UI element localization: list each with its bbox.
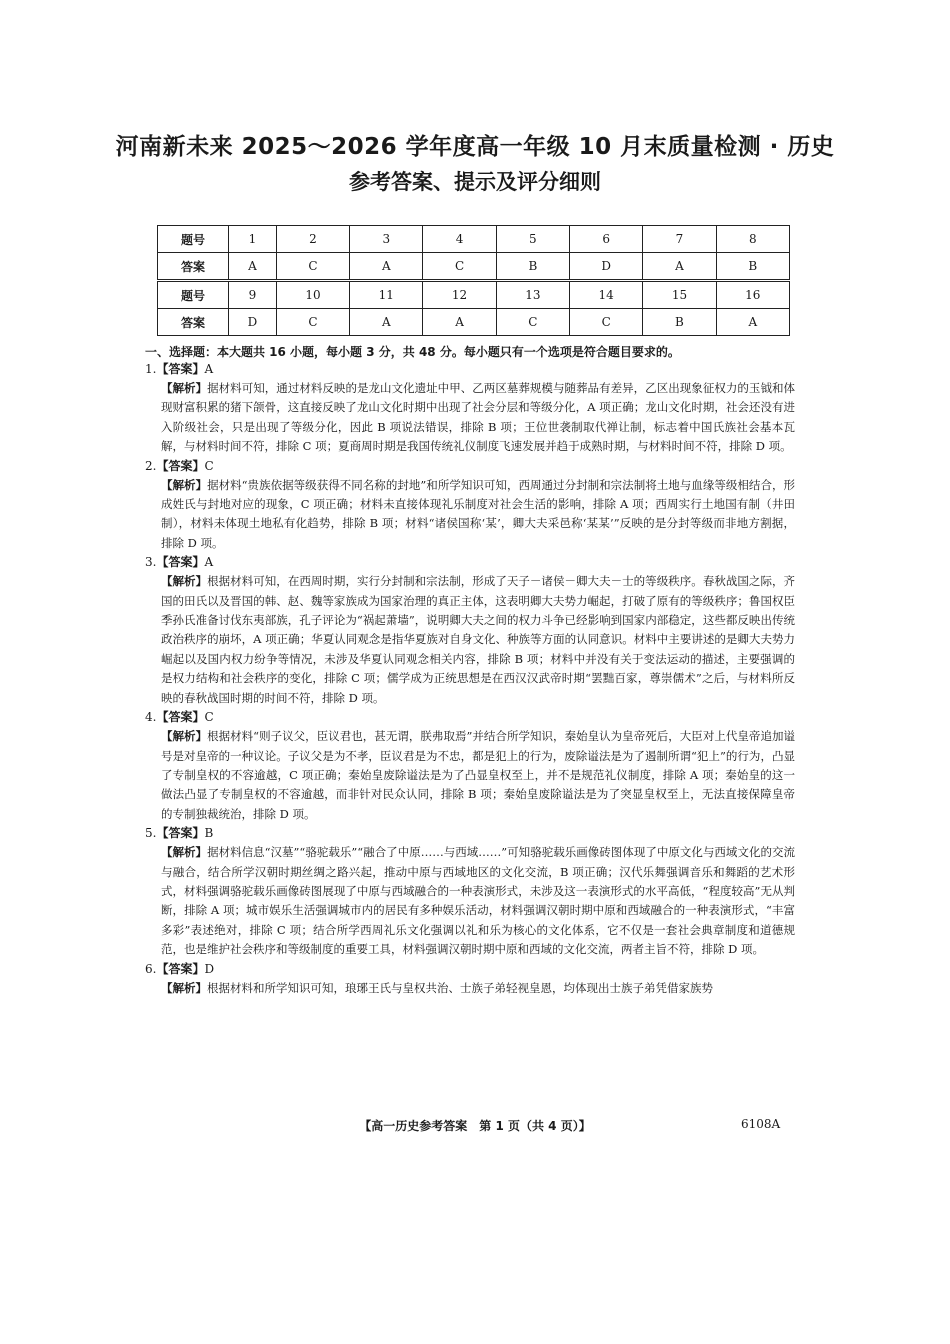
table-cell: 15 xyxy=(643,281,716,309)
table-cell: A xyxy=(229,253,277,281)
table-cell: C xyxy=(423,253,496,281)
question-item xyxy=(145,960,795,998)
analysis-text: 据材料“贵族依据等级获得不同名称的封地”和所学知识可知，西周通过分封制和宗法制将土地与血缘等级相结合，形成姓氏与封地对应的现象，C 项正确；材料未直接体现礼乐制度对社会生活的影响，排除 A 项；西周实行土地国有制（井田制），材料未体现土地私有化趋势，排除 B 项；材料“诸侯国称‘某’，卿大夫采邑称‘某某’”反映的是分封等级而非地方割据，排除 D 项。 xyxy=(161,477,795,550)
question-item xyxy=(145,457,795,554)
table-row xyxy=(158,253,790,281)
analysis-text: 根据材料可知，在西周时期，实行分封制和宗法制，形成了天子－诸侯－卿大夫－士的等级秩序。春秋战国之际，齐国的田氏以及晋国的韩、赵、魏等家族成为国家治理的真正主体，这表明卿大夫势力崛起，打破了原有的等级秩序；鲁国权臣季孙氏准备讨伐东夷部族，孔子评论为“祸起萧墙”，说明卿大夫之间的权力斗争已经影响到国家内部稳定，这些都反映出传统政治秩序的崩坏，A 项正确；华夏认同观念是指华夏族对自身文化、种族等方面的认同意识。材料中主要讲述的是卿大夫势力崛起以及国内权力纷争等情况，未涉及华夏认同观念相关内容，排除 B 项；材料中并没有关于变法运动的描述，主要强调的是权力结构和社会秩序的变化，排除 C 项；儒学成为正统思想是在西汉汉武帝时期“罢黜百家，尊崇儒术”之后，与材料所反映的春秋战国时期的时间不符，排除 D 项。 xyxy=(161,574,796,705)
answer-explanations xyxy=(145,360,795,998)
answer-value: B xyxy=(204,826,214,841)
row-label: 题号 xyxy=(158,226,229,253)
answer-tag: 【答案】 xyxy=(156,961,205,976)
answer-tag: 【答案】 xyxy=(156,826,205,841)
page-title: 河南新未来 2025～2026 学年度高一年级 10 月末质量检测 · 历史 xyxy=(115,134,835,160)
table-cell: 16 xyxy=(716,281,789,309)
row-label: 答案 xyxy=(158,309,229,336)
answer-value: D xyxy=(204,961,215,976)
analysis-text: 据材料可知，通过材料反映的是龙山文化遗址中甲、乙两区墓葬规模与随葬品有差异，乙区出现象征权力的玉钺和体现财富积累的猪下颌骨，这直接反映了龙山文化时期中出现了社会分层和等级分化，A 项正确；龙山文化时期，社会还没有进入阶级社会，只是出现了等级分化，因此 B 项说法错误，排除 B 项；王位世袭制取代禅让制，标志着中国氏族社会基本瓦解，与材料时间不符，排除 C 项；夏商周时期是我国传统礼仪制度飞速发展并趋于成熟时期，与材料时间不符，排除 D 项。 xyxy=(161,381,796,454)
table-cell: 10 xyxy=(276,281,349,309)
table-cell: 12 xyxy=(423,281,496,309)
question-number: 3. xyxy=(145,555,157,570)
answer-tag: 【答案】 xyxy=(156,458,205,473)
question-number: 4. xyxy=(145,710,157,725)
analysis-text: 根据材料和所学知识可知，琅琊王氏与皇权共治、士族子弟轻视皇恩，均体现出士族子弟凭借家族势 xyxy=(207,980,713,995)
table-cell: C xyxy=(276,253,349,281)
table-cell: A xyxy=(350,253,423,281)
analysis-tag: 【解析】 xyxy=(161,729,208,744)
row-label: 答案 xyxy=(158,253,229,281)
table-cell: 1 xyxy=(229,226,277,253)
question-item xyxy=(145,553,795,708)
answer-value: C xyxy=(204,458,214,473)
table-cell: 11 xyxy=(350,281,423,309)
analysis-tag: 【解析】 xyxy=(161,477,208,492)
answer-line xyxy=(145,960,795,979)
answer-line xyxy=(145,360,795,379)
answer-line xyxy=(145,553,795,572)
table-cell: 3 xyxy=(350,226,423,253)
table-cell: A xyxy=(350,309,423,336)
table-cell: C xyxy=(276,309,349,336)
answer-line xyxy=(145,824,795,843)
answer-tag: 【答案】 xyxy=(156,362,205,376)
answer-tag: 【答案】 xyxy=(156,555,205,570)
answer-line xyxy=(145,457,795,476)
answer-value: A xyxy=(204,555,214,570)
question-number: 6. xyxy=(145,961,157,976)
table-cell: 7 xyxy=(643,226,716,253)
question-number: 5. xyxy=(145,826,157,841)
row-label: 题号 xyxy=(158,281,229,309)
table-cell: D xyxy=(229,309,277,336)
table-cell: C xyxy=(570,309,643,336)
table-cell: B xyxy=(643,309,716,336)
document-code: 6108A xyxy=(741,1117,781,1131)
analysis-tag: 【解析】 xyxy=(161,574,208,589)
answer-value: A xyxy=(204,362,214,376)
table-cell: 2 xyxy=(276,226,349,253)
table-cell: A xyxy=(423,309,496,336)
analysis-tag: 【解析】 xyxy=(161,845,208,860)
analysis-paragraph xyxy=(161,843,795,959)
answer-line xyxy=(145,708,795,727)
analysis-paragraph xyxy=(161,572,795,708)
table-cell: A xyxy=(716,309,789,336)
table-cell: 5 xyxy=(496,226,569,253)
answer-tag: 【答案】 xyxy=(156,710,205,725)
answer-table xyxy=(157,225,790,336)
analysis-text: 据材料信息“汉墓”“骆驼载乐”“融合了中原……与西域……”可知骆驼载乐画像砖图体现了中原文化与西域文化的交流与融合，结合所学汉朝时期丝绸之路兴起，推动中原与西域地区的文化交流，B 项正确；汉代乐舞强调音乐和舞蹈的艺术形式，材料强调骆驼载乐画像砖图展现了中原与西域融合的一种表演形式，未涉及这一表演形式的水平高低，“程度较高”无从判断，排除 A 项；城市娱乐生活强调城市内的居民有多种娱乐活动，材料强调汉朝时期中原和西域融合的一种表演形式，“丰富多彩”表述绝对，排除 C 项；结合所学西周礼乐文化强调以礼和乐为核心的文化体系，它不仅是一套社会典章制度和道德规范，也是维护社会秩序和等级制度的重要工具，材料强调汉朝时期中原和西域的文化交流，两者主旨不符，排除 D 项。 xyxy=(161,845,795,957)
table-cell: B xyxy=(496,253,569,281)
analysis-paragraph xyxy=(161,476,795,554)
question-item xyxy=(145,360,795,457)
analysis-text: 根据材料“则子议父，臣议君也，甚无谓，朕弗取焉”并结合所学知识，秦始皇认为皇帝死后，大臣对上代皇帝追加谥号是对皇帝的一种议论。子议父是为不孝，臣议君是为不忠，都是犯上的行为，废除谥法是为了遏制所谓“犯上”的行为，凸显了专制皇权的不容逾越，C 项正确；秦始皇废除谥法是为了凸显皇权至上，并不是规范礼仪制度，排除 A 项；秦始皇的这一做法凸显了专制皇权的不容逾越，而非针对民众认同，排除 B 项；秦始皇废除谥法是为了突显皇权至上，无法直接保障皇帝的专制独裁统治，排除 D 项。 xyxy=(161,729,795,821)
analysis-paragraph xyxy=(161,727,795,824)
table-cell: D xyxy=(570,253,643,281)
table-cell: 9 xyxy=(229,281,277,309)
table-cell: 4 xyxy=(423,226,496,253)
table-row xyxy=(158,226,790,253)
table-cell: 6 xyxy=(570,226,643,253)
table-cell: 13 xyxy=(496,281,569,309)
table-cell: B xyxy=(716,253,789,281)
table-cell: 8 xyxy=(716,226,789,253)
table-row xyxy=(158,281,790,309)
table-cell: A xyxy=(643,253,716,281)
analysis-tag: 【解析】 xyxy=(161,381,208,395)
analysis-tag: 【解析】 xyxy=(161,980,207,995)
answer-value: C xyxy=(204,710,214,725)
question-number: 1. xyxy=(145,362,157,376)
question-number: 2. xyxy=(145,458,157,473)
table-cell: C xyxy=(496,309,569,336)
analysis-paragraph xyxy=(161,979,795,998)
analysis-paragraph xyxy=(161,379,795,457)
table-row xyxy=(158,309,790,336)
table-cell: 14 xyxy=(570,281,643,309)
section-heading: 一、选择题：本大题共 16 小题，每小题 3 分，共 48 分。每小题只有一个选项是符合题目要求的。 xyxy=(145,345,680,359)
page-footer: 【高一历史参考答案 第 1 页（共 4 页）】 xyxy=(359,1119,591,1133)
question-item xyxy=(145,708,795,824)
page-subtitle: 参考答案、提示及评分细则 xyxy=(349,170,601,194)
question-item xyxy=(145,824,795,959)
